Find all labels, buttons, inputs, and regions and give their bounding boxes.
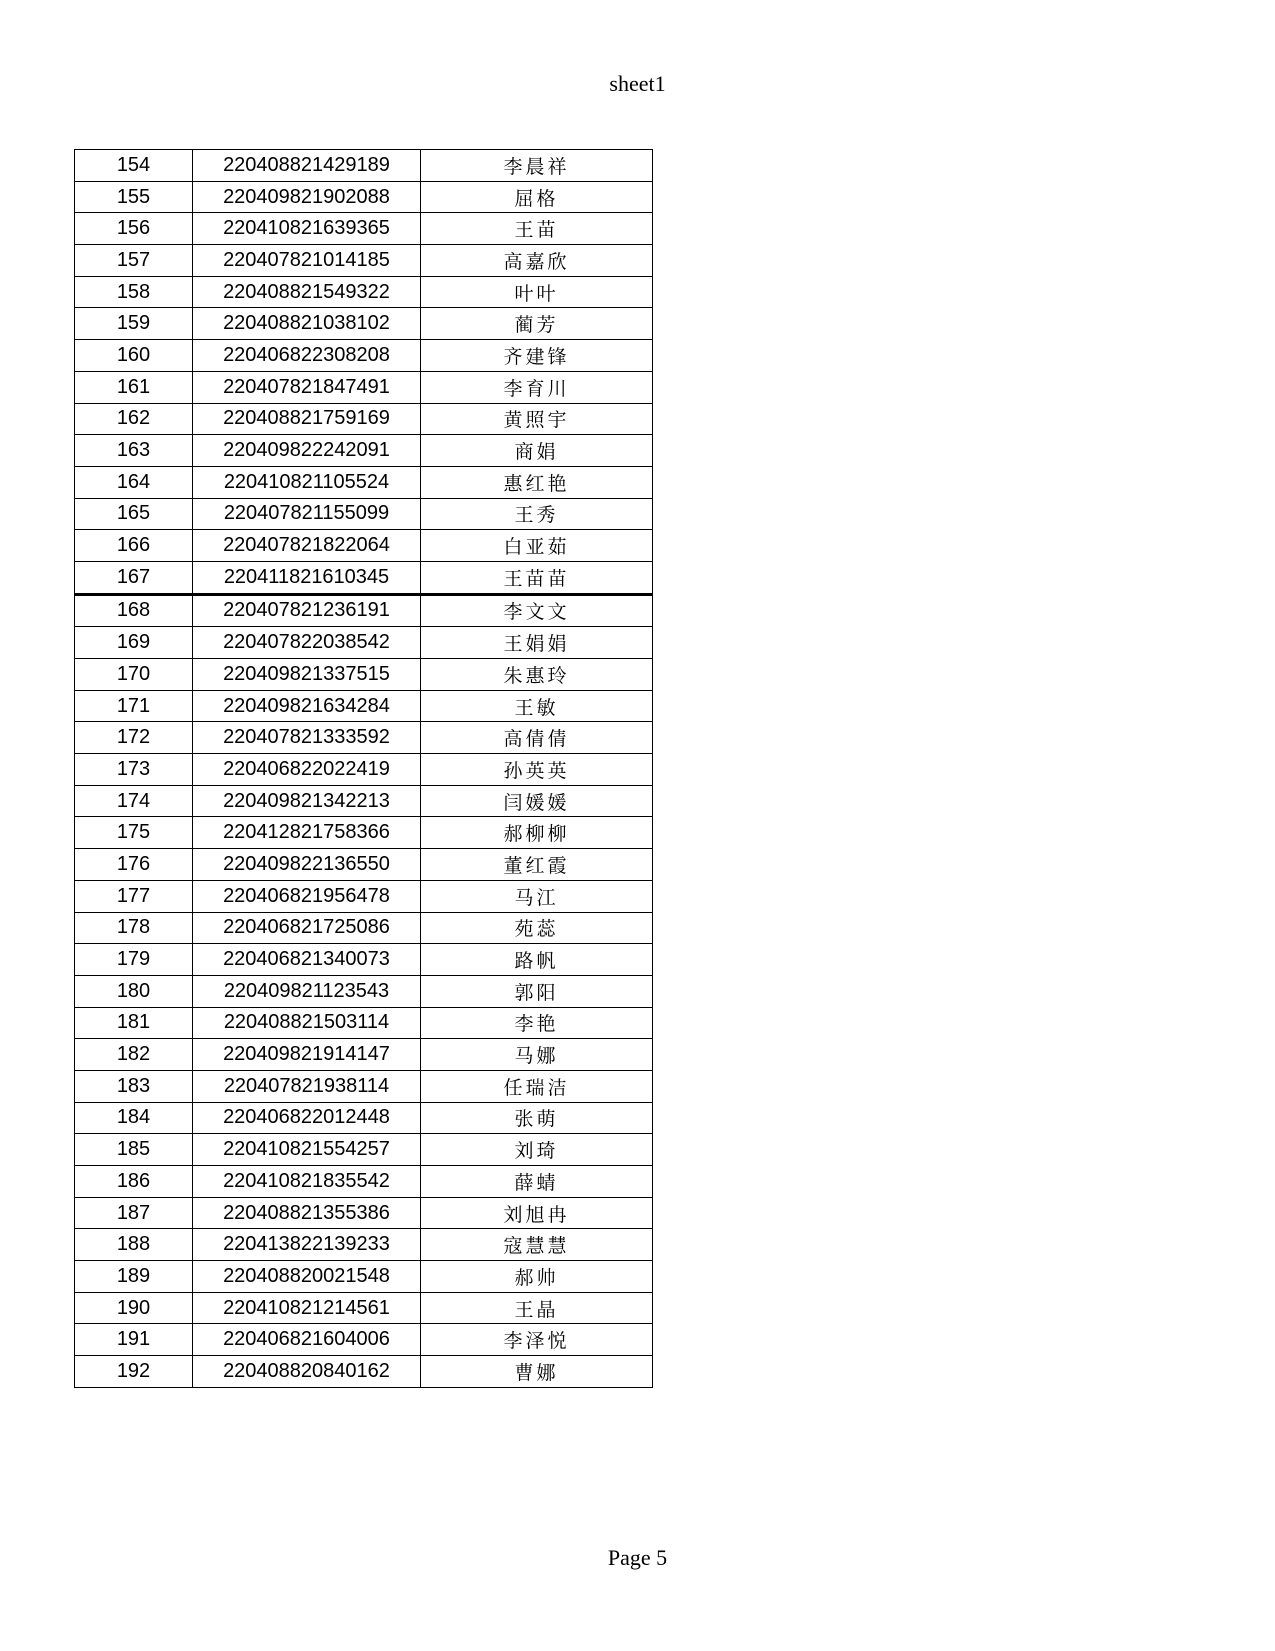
table-row xyxy=(75,1324,653,1356)
row-number-cell: 164 xyxy=(75,466,193,498)
row-number-cell: 182 xyxy=(75,1039,193,1071)
table-row xyxy=(75,498,653,530)
name-cell: 刘旭冉 xyxy=(421,1197,653,1229)
exam-id-cell: 220410821639365 xyxy=(193,213,421,245)
name-cell: 李文文 xyxy=(421,594,653,627)
table-row xyxy=(75,1134,653,1166)
name-cell: 李泽悦 xyxy=(421,1324,653,1356)
row-number-cell: 184 xyxy=(75,1102,193,1134)
row-number-cell: 179 xyxy=(75,944,193,976)
table-row xyxy=(75,880,653,912)
row-number-cell: 158 xyxy=(75,276,193,308)
table-row xyxy=(75,690,653,722)
name-cell: 白亚茹 xyxy=(421,530,653,562)
row-number-cell: 180 xyxy=(75,975,193,1007)
exam-id-cell: 220407821333592 xyxy=(193,722,421,754)
exam-id-cell: 220410821835542 xyxy=(193,1166,421,1198)
name-cell: 路帆 xyxy=(421,944,653,976)
name-cell: 高倩倩 xyxy=(421,722,653,754)
row-number-cell: 172 xyxy=(75,722,193,754)
name-cell: 马娜 xyxy=(421,1039,653,1071)
exam-id-cell: 220407821847491 xyxy=(193,371,421,403)
table-row xyxy=(75,1070,653,1102)
row-number-cell: 161 xyxy=(75,371,193,403)
table-row xyxy=(75,722,653,754)
table-row xyxy=(75,944,653,976)
name-cell: 王娟娟 xyxy=(421,627,653,659)
name-cell: 孙英英 xyxy=(421,754,653,786)
name-cell: 苑蕊 xyxy=(421,912,653,944)
exam-id-cell: 220409821342213 xyxy=(193,785,421,817)
table-row xyxy=(75,1356,653,1388)
exam-id-cell: 220406821340073 xyxy=(193,944,421,976)
row-number-cell: 162 xyxy=(75,403,193,435)
name-cell: 闫媛媛 xyxy=(421,785,653,817)
table-row xyxy=(75,308,653,340)
row-number-cell: 163 xyxy=(75,435,193,467)
table-row xyxy=(75,754,653,786)
exam-id-cell: 220410821214561 xyxy=(193,1292,421,1324)
name-cell: 蔺芳 xyxy=(421,308,653,340)
name-cell: 刘琦 xyxy=(421,1134,653,1166)
exam-id-cell: 220409821337515 xyxy=(193,659,421,691)
name-cell: 寇慧慧 xyxy=(421,1229,653,1261)
name-cell: 商娟 xyxy=(421,435,653,467)
exam-id-cell: 220406821725086 xyxy=(193,912,421,944)
name-cell: 齐建锋 xyxy=(421,340,653,372)
exam-id-cell: 220407821236191 xyxy=(193,594,421,627)
table-row xyxy=(75,1261,653,1293)
table-row xyxy=(75,245,653,277)
table-row xyxy=(75,912,653,944)
exam-id-cell: 220409821634284 xyxy=(193,690,421,722)
name-cell: 王秀 xyxy=(421,498,653,530)
row-number-cell: 167 xyxy=(75,561,193,594)
exam-id-cell: 220407821155099 xyxy=(193,498,421,530)
name-cell: 叶叶 xyxy=(421,276,653,308)
exam-id-cell: 220406821604006 xyxy=(193,1324,421,1356)
table-row xyxy=(75,1292,653,1324)
name-cell: 王敏 xyxy=(421,690,653,722)
row-number-cell: 185 xyxy=(75,1134,193,1166)
row-number-cell: 176 xyxy=(75,849,193,881)
exam-id-cell: 220408821503114 xyxy=(193,1007,421,1039)
name-cell: 李育川 xyxy=(421,371,653,403)
row-number-cell: 190 xyxy=(75,1292,193,1324)
table-row xyxy=(75,435,653,467)
roster-table xyxy=(74,149,653,1388)
row-number-cell: 177 xyxy=(75,880,193,912)
row-number-cell: 159 xyxy=(75,308,193,340)
name-cell: 惠红艳 xyxy=(421,466,653,498)
row-number-cell: 160 xyxy=(75,340,193,372)
exam-id-cell: 220408821429189 xyxy=(193,150,421,182)
table-row xyxy=(75,213,653,245)
roster-table-body xyxy=(75,150,653,1388)
exam-id-cell: 220409822242091 xyxy=(193,435,421,467)
name-cell: 李艳 xyxy=(421,1007,653,1039)
row-number-cell: 175 xyxy=(75,817,193,849)
exam-id-cell: 220408821759169 xyxy=(193,403,421,435)
name-cell: 曹娜 xyxy=(421,1356,653,1388)
exam-id-cell: 220410821105524 xyxy=(193,466,421,498)
exam-id-cell: 220408821549322 xyxy=(193,276,421,308)
row-number-cell: 171 xyxy=(75,690,193,722)
table-row xyxy=(75,975,653,1007)
row-number-cell: 192 xyxy=(75,1356,193,1388)
exam-id-cell: 220408820021548 xyxy=(193,1261,421,1293)
table-row xyxy=(75,817,653,849)
sheet-title: sheet1 xyxy=(609,71,666,96)
exam-id-cell: 220407821014185 xyxy=(193,245,421,277)
name-cell: 任瑞洁 xyxy=(421,1070,653,1102)
table-row xyxy=(75,276,653,308)
row-number-cell: 168 xyxy=(75,594,193,627)
exam-id-cell: 220409821902088 xyxy=(193,181,421,213)
table-row xyxy=(75,561,653,594)
name-cell: 屈格 xyxy=(421,181,653,213)
row-number-cell: 186 xyxy=(75,1166,193,1198)
table-row xyxy=(75,1039,653,1071)
name-cell: 黄照宇 xyxy=(421,403,653,435)
row-number-cell: 181 xyxy=(75,1007,193,1039)
name-cell: 王晶 xyxy=(421,1292,653,1324)
name-cell: 王苗苗 xyxy=(421,561,653,594)
exam-id-cell: 220407822038542 xyxy=(193,627,421,659)
table-row xyxy=(75,785,653,817)
row-number-cell: 187 xyxy=(75,1197,193,1229)
table-row xyxy=(75,150,653,182)
row-number-cell: 178 xyxy=(75,912,193,944)
table-row xyxy=(75,466,653,498)
table-row xyxy=(75,340,653,372)
table-row xyxy=(75,1197,653,1229)
table-row xyxy=(75,849,653,881)
table-row xyxy=(75,181,653,213)
page-number: Page 5 xyxy=(607,1545,668,1570)
row-number-cell: 169 xyxy=(75,627,193,659)
row-number-cell: 154 xyxy=(75,150,193,182)
exam-id-cell: 220406822308208 xyxy=(193,340,421,372)
table-row xyxy=(75,403,653,435)
row-number-cell: 173 xyxy=(75,754,193,786)
row-number-cell: 156 xyxy=(75,213,193,245)
row-number-cell: 183 xyxy=(75,1070,193,1102)
exam-id-cell: 220409821914147 xyxy=(193,1039,421,1071)
name-cell: 王苗 xyxy=(421,213,653,245)
table-row xyxy=(75,594,653,627)
exam-id-cell: 220408821355386 xyxy=(193,1197,421,1229)
table-row xyxy=(75,371,653,403)
exam-id-cell: 220409822136550 xyxy=(193,849,421,881)
row-number-cell: 155 xyxy=(75,181,193,213)
row-number-cell: 188 xyxy=(75,1229,193,1261)
row-number-cell: 189 xyxy=(75,1261,193,1293)
exam-id-cell: 220408820840162 xyxy=(193,1356,421,1388)
name-cell: 朱惠玲 xyxy=(421,659,653,691)
row-number-cell: 191 xyxy=(75,1324,193,1356)
row-number-cell: 170 xyxy=(75,659,193,691)
row-number-cell: 174 xyxy=(75,785,193,817)
name-cell: 李晨祥 xyxy=(421,150,653,182)
row-number-cell: 165 xyxy=(75,498,193,530)
table-row xyxy=(75,659,653,691)
exam-id-cell: 220407821822064 xyxy=(193,530,421,562)
exam-id-cell: 220411821610345 xyxy=(193,561,421,594)
table-row xyxy=(75,1229,653,1261)
table-row xyxy=(75,1166,653,1198)
exam-id-cell: 220413822139233 xyxy=(193,1229,421,1261)
exam-id-cell: 220410821554257 xyxy=(193,1134,421,1166)
table-row xyxy=(75,1007,653,1039)
table-row xyxy=(75,627,653,659)
exam-id-cell: 220406822022419 xyxy=(193,754,421,786)
exam-id-cell: 220412821758366 xyxy=(193,817,421,849)
table-row xyxy=(75,1102,653,1134)
name-cell: 郝帅 xyxy=(421,1261,653,1293)
name-cell: 高嘉欣 xyxy=(421,245,653,277)
name-cell: 郭阳 xyxy=(421,975,653,1007)
name-cell: 董红霞 xyxy=(421,849,653,881)
exam-id-cell: 220409821123543 xyxy=(193,975,421,1007)
row-number-cell: 157 xyxy=(75,245,193,277)
table-row xyxy=(75,530,653,562)
exam-id-cell: 220406822012448 xyxy=(193,1102,421,1134)
row-number-cell: 166 xyxy=(75,530,193,562)
exam-id-cell: 220406821956478 xyxy=(193,880,421,912)
name-cell: 郝柳柳 xyxy=(421,817,653,849)
name-cell: 薛蜻 xyxy=(421,1166,653,1198)
name-cell: 马江 xyxy=(421,880,653,912)
exam-id-cell: 220407821938114 xyxy=(193,1070,421,1102)
name-cell: 张萌 xyxy=(421,1102,653,1134)
exam-id-cell: 220408821038102 xyxy=(193,308,421,340)
